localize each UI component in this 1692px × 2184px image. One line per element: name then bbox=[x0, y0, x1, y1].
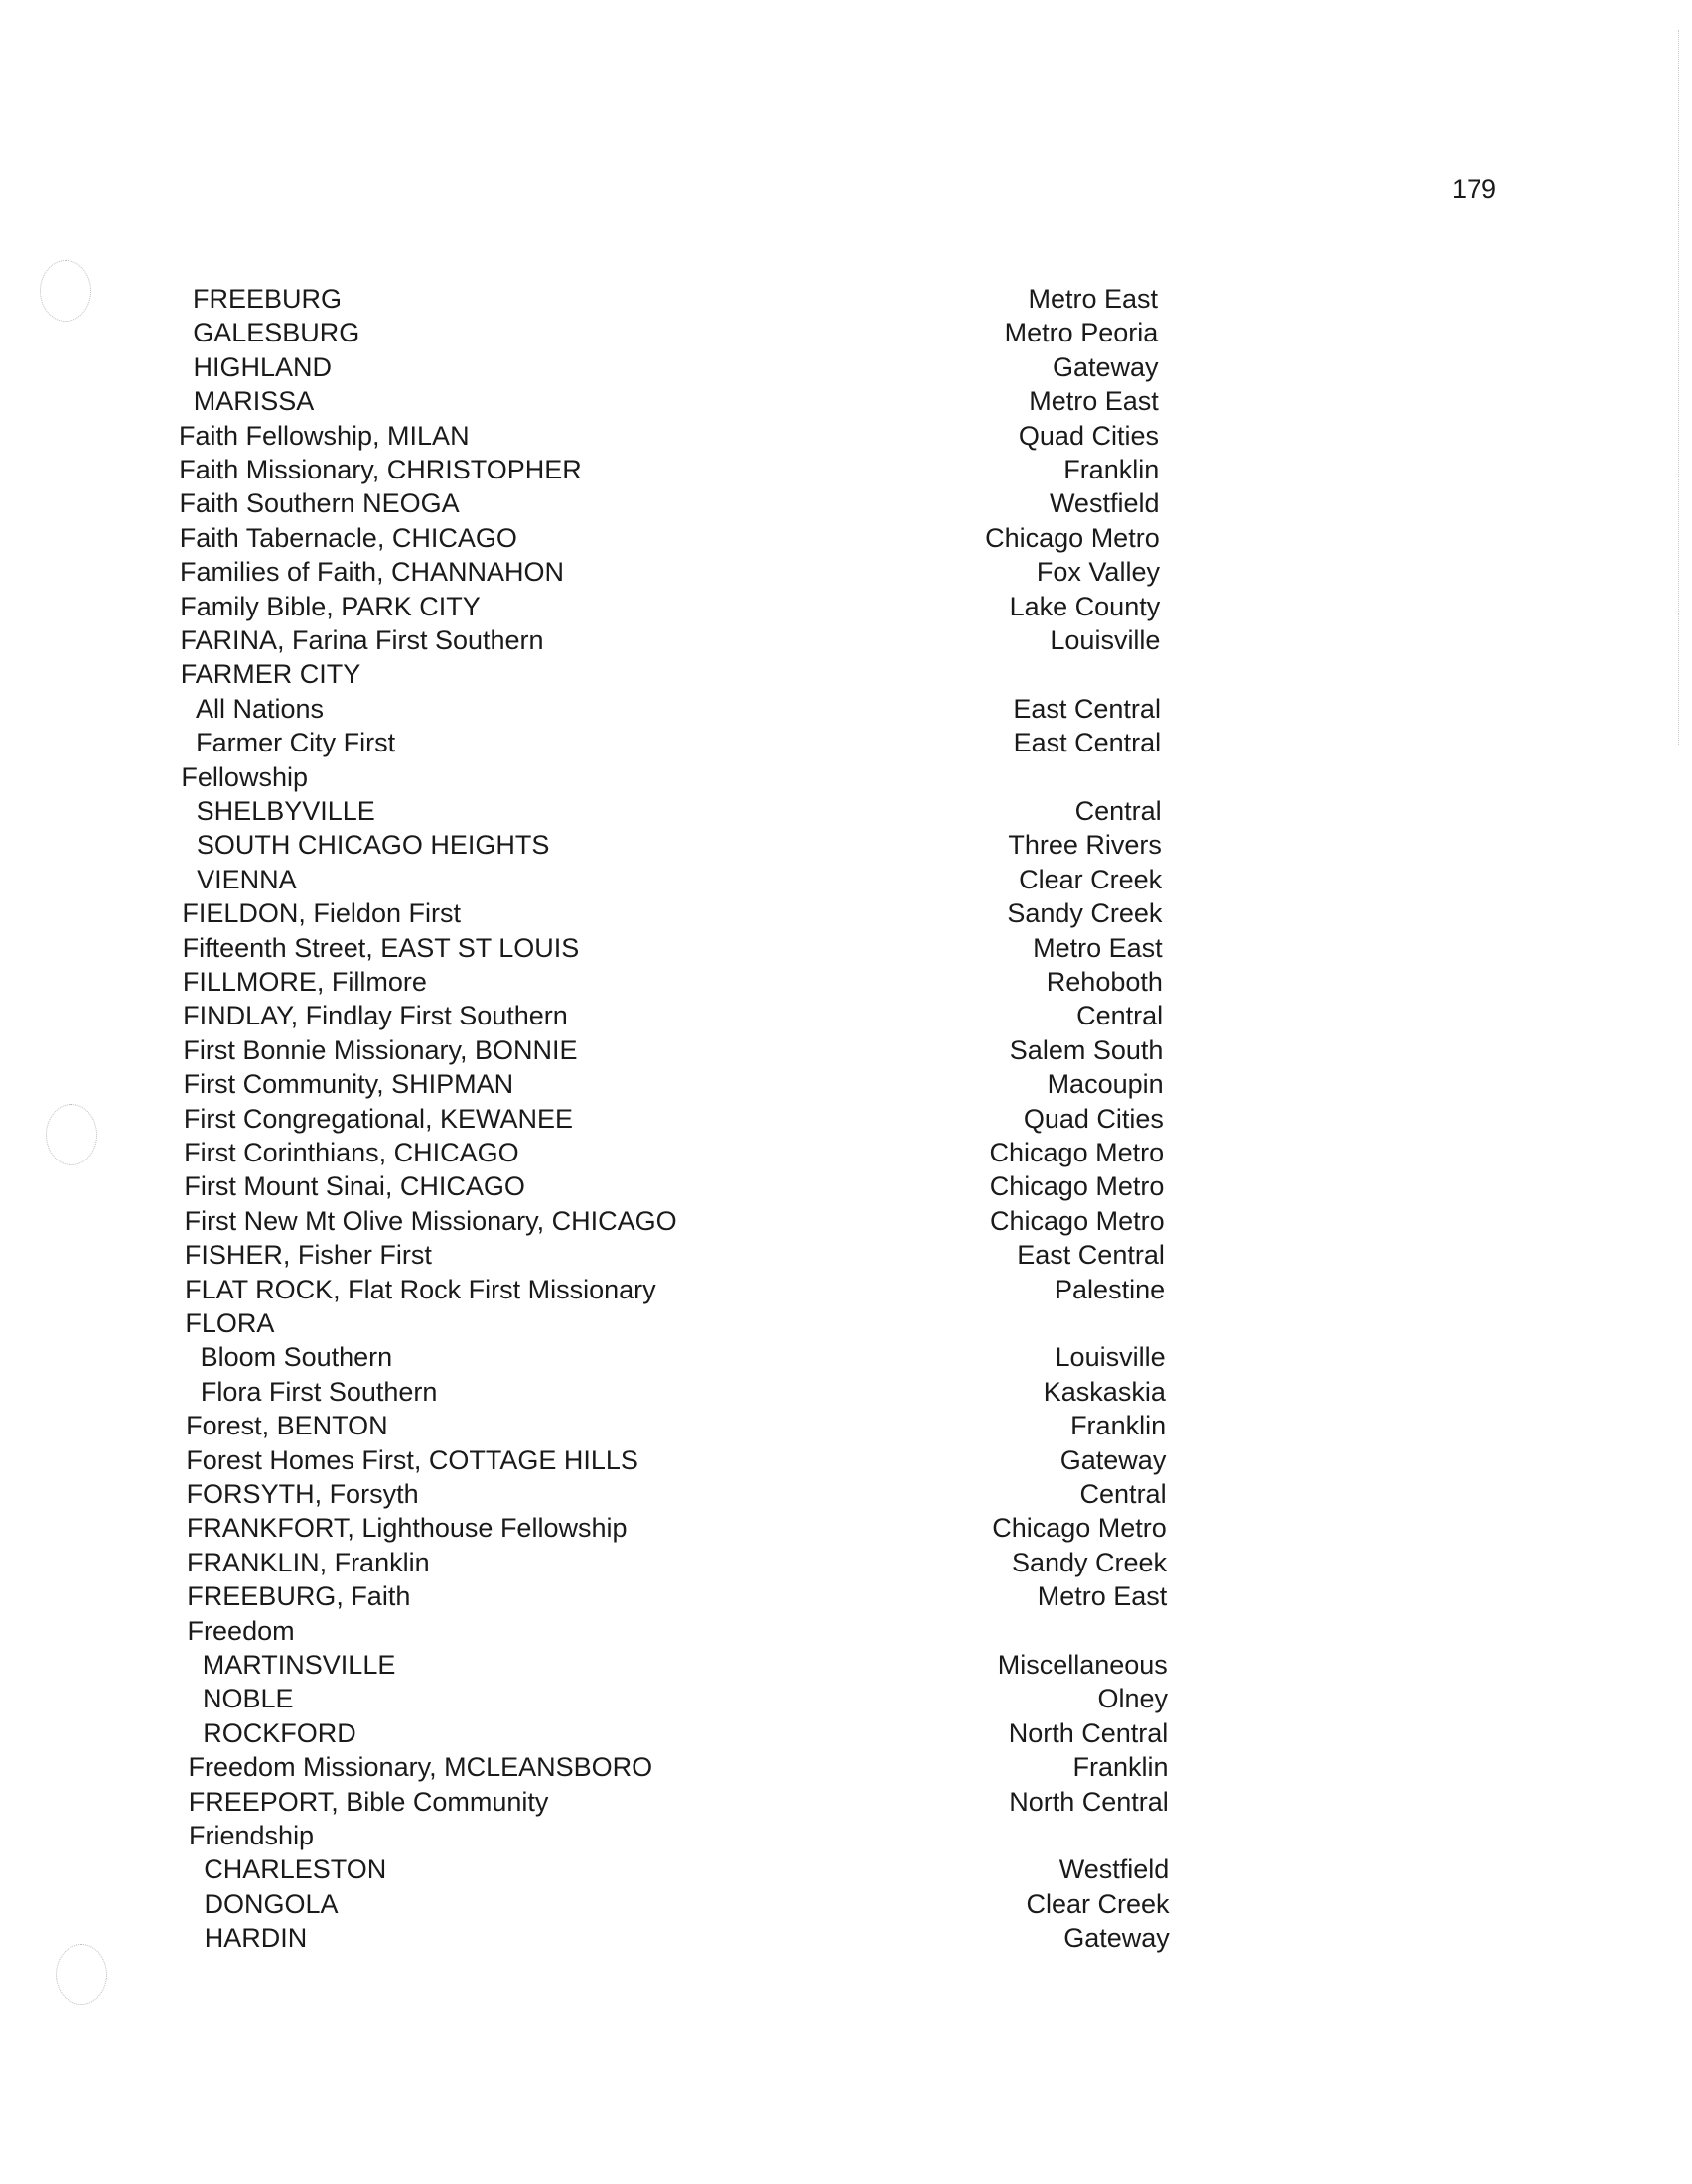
church-name: Families of Faith, CHANNAHON bbox=[179, 557, 565, 588]
association-name: North Central bbox=[1009, 1786, 1169, 1817]
list-item bbox=[0, 1546, 1692, 1580]
list-item bbox=[0, 1409, 1692, 1443]
list-item bbox=[0, 1136, 1692, 1170]
list-item bbox=[0, 1340, 1692, 1375]
list-item bbox=[0, 1204, 1692, 1239]
page-number: 179 bbox=[1452, 174, 1497, 204]
list-item bbox=[0, 623, 1692, 658]
church-name: Farmer City First bbox=[196, 728, 396, 758]
association-name: Metro East bbox=[1033, 932, 1163, 963]
church-name: FREEBURG, Faith bbox=[187, 1581, 411, 1612]
association-name: Clear Creek bbox=[1019, 864, 1163, 894]
list-item bbox=[0, 1921, 1692, 1956]
association-name: Franklin bbox=[1070, 1411, 1167, 1441]
list-item bbox=[0, 828, 1692, 863]
association-name: East Central bbox=[1013, 728, 1162, 758]
association-name: Louisville bbox=[1055, 1342, 1166, 1373]
association-name: Gateway bbox=[1052, 351, 1159, 382]
association-name: East Central bbox=[1017, 1240, 1165, 1271]
list-item bbox=[0, 863, 1692, 897]
association-name: Sandy Creek bbox=[1007, 898, 1163, 929]
list-item bbox=[0, 1819, 1692, 1853]
church-name: DONGOLA bbox=[204, 1888, 339, 1919]
church-name: Fifteenth Street, EAST ST LOUIS bbox=[182, 932, 580, 963]
church-name: HIGHLAND bbox=[193, 351, 333, 382]
association-name: Rehoboth bbox=[1046, 967, 1163, 997]
association-name: Quad Cities bbox=[1023, 1103, 1164, 1134]
church-name: Fellowship bbox=[181, 761, 308, 792]
church-name: SHELBYVILLE bbox=[196, 796, 375, 826]
church-name: FINDLAY, Findlay First Southern bbox=[183, 1001, 568, 1031]
association-name: Miscellaneous bbox=[997, 1650, 1168, 1680]
association-name: Chicago Metro bbox=[990, 1205, 1165, 1236]
list-item bbox=[0, 1238, 1692, 1273]
association-name: Chicago Metro bbox=[985, 522, 1160, 553]
church-name: Faith Tabernacle, CHICAGO bbox=[179, 522, 517, 553]
association-name: Sandy Creek bbox=[1011, 1547, 1168, 1577]
church-name: FORSYTH, Forsyth bbox=[186, 1479, 419, 1509]
association-name: Macoupin bbox=[1047, 1069, 1164, 1100]
list-item bbox=[0, 692, 1692, 727]
church-name: Faith Southern NEOGA bbox=[179, 488, 460, 519]
list-item bbox=[0, 1716, 1692, 1751]
association-name: Central bbox=[1074, 796, 1162, 826]
church-name: Bloom Southern bbox=[200, 1342, 393, 1373]
church-name: SOUTH CHICAGO HEIGHTS bbox=[196, 830, 550, 861]
church-name: Flora First Southern bbox=[200, 1376, 438, 1407]
list-item bbox=[0, 555, 1692, 590]
church-name: Faith Fellowship, MILAN bbox=[178, 420, 470, 451]
list-item bbox=[0, 1852, 1692, 1887]
church-name: FARMER CITY bbox=[180, 659, 361, 690]
list-item bbox=[0, 896, 1692, 931]
church-name: FISHER, Fisher First bbox=[184, 1240, 432, 1271]
church-name: Freedom bbox=[187, 1615, 295, 1646]
church-name: FREEBURG bbox=[193, 284, 343, 314]
association-name: Central bbox=[1076, 1001, 1164, 1031]
list-item bbox=[0, 965, 1692, 1000]
association-name: Lake County bbox=[1009, 591, 1161, 621]
list-item bbox=[0, 1443, 1692, 1478]
church-name: All Nations bbox=[195, 693, 324, 724]
church-name: Friendship bbox=[189, 1821, 315, 1850]
church-name: Forest, BENTON bbox=[186, 1411, 388, 1441]
association-name: Franklin bbox=[1072, 1752, 1169, 1783]
list-item bbox=[0, 1648, 1692, 1683]
association-name: Westfield bbox=[1058, 1854, 1170, 1885]
church-name: Freedom Missionary, MCLEANSBORO bbox=[188, 1752, 653, 1783]
church-name: FLORA bbox=[185, 1308, 275, 1338]
church-name: GALESBURG bbox=[193, 318, 360, 348]
church-name: First Bonnie Missionary, BONNIE bbox=[183, 1034, 578, 1065]
list-item bbox=[0, 1750, 1692, 1785]
list-item bbox=[0, 1067, 1692, 1102]
church-name: CHARLESTON bbox=[204, 1854, 387, 1885]
association-name: Palestine bbox=[1055, 1274, 1166, 1304]
church-name: HARDIN bbox=[204, 1923, 308, 1954]
association-name: Chicago Metro bbox=[989, 1138, 1165, 1167]
church-name: FREEPORT, Bible Community bbox=[188, 1786, 549, 1817]
list-item bbox=[0, 1682, 1692, 1716]
association-name: Metro Peoria bbox=[1004, 318, 1159, 348]
list-item bbox=[0, 590, 1692, 624]
list-item bbox=[0, 1785, 1692, 1820]
association-name: Quad Cities bbox=[1018, 420, 1159, 451]
church-name: First Mount Sinai, CHICAGO bbox=[184, 1171, 525, 1202]
church-name: Forest Homes First, COTTAGE HILLS bbox=[186, 1444, 638, 1475]
list-item bbox=[0, 453, 1692, 487]
list-item bbox=[0, 1375, 1692, 1410]
list-item bbox=[0, 316, 1692, 350]
list-item bbox=[0, 419, 1692, 454]
list-item bbox=[0, 384, 1692, 419]
association-name: Franklin bbox=[1063, 455, 1160, 484]
church-name: FRANKLIN, Franklin bbox=[187, 1547, 430, 1577]
list-item bbox=[0, 794, 1692, 829]
association-name: Central bbox=[1079, 1479, 1167, 1509]
list-item bbox=[0, 999, 1692, 1033]
association-name: East Central bbox=[1013, 693, 1161, 724]
list-item bbox=[0, 1477, 1692, 1512]
association-name: North Central bbox=[1008, 1717, 1169, 1748]
association-name: Westfield bbox=[1049, 488, 1160, 519]
list-item bbox=[0, 350, 1692, 385]
list-item bbox=[0, 1579, 1692, 1614]
association-name: Salem South bbox=[1009, 1034, 1164, 1065]
association-name: Chicago Metro bbox=[989, 1171, 1165, 1202]
list-item bbox=[0, 657, 1692, 692]
church-name: MARISSA bbox=[193, 386, 315, 417]
church-name: First Community, SHIPMAN bbox=[183, 1069, 514, 1100]
association-name: Olney bbox=[1097, 1684, 1169, 1714]
list-item bbox=[0, 931, 1692, 966]
church-name: First Corinthians, CHICAGO bbox=[184, 1138, 519, 1167]
church-name: NOBLE bbox=[203, 1684, 294, 1714]
association-name: Chicago Metro bbox=[992, 1513, 1167, 1544]
list-item bbox=[0, 1273, 1692, 1307]
list-item bbox=[0, 1887, 1692, 1922]
church-name: MARTINSVILLE bbox=[202, 1650, 396, 1680]
list-item bbox=[0, 1306, 1692, 1341]
list-item bbox=[0, 1511, 1692, 1546]
association-name: Gateway bbox=[1063, 1923, 1170, 1954]
association-name: Gateway bbox=[1059, 1444, 1167, 1475]
list-item bbox=[0, 1033, 1692, 1068]
list-item bbox=[0, 282, 1692, 317]
list-item bbox=[0, 1169, 1692, 1204]
list-item bbox=[0, 521, 1692, 556]
church-name: FRANKFORT, Lighthouse Fellowship bbox=[186, 1513, 628, 1544]
association-name: Metro East bbox=[1028, 284, 1158, 314]
church-name: First New Mt Olive Missionary, CHICAGO bbox=[184, 1205, 677, 1236]
church-name: Family Bible, PARK CITY bbox=[180, 591, 481, 621]
association-name: Metro East bbox=[1037, 1581, 1168, 1612]
church-name: FILLMORE, Fillmore bbox=[182, 967, 427, 997]
church-name: First Congregational, KEWANEE bbox=[183, 1103, 574, 1134]
church-name: ROCKFORD bbox=[203, 1717, 356, 1748]
list-item bbox=[0, 486, 1692, 521]
list-item bbox=[0, 726, 1692, 760]
association-name: Metro East bbox=[1029, 386, 1159, 417]
association-name: Fox Valley bbox=[1036, 557, 1160, 588]
association-name: Clear Creek bbox=[1026, 1888, 1170, 1919]
association-name: Kaskaskia bbox=[1043, 1376, 1166, 1407]
church-name: FARINA, Farina First Southern bbox=[180, 625, 544, 655]
church-name: Faith Missionary, CHRISTOPHER bbox=[179, 455, 582, 484]
association-name: Louisville bbox=[1050, 625, 1161, 655]
list-item bbox=[0, 1102, 1692, 1137]
church-name: FLAT ROCK, Flat Rock First Missionary bbox=[185, 1274, 656, 1304]
church-name: VIENNA bbox=[197, 864, 297, 894]
list-item bbox=[0, 760, 1692, 795]
church-name: FIELDON, Fieldon First bbox=[182, 898, 461, 929]
association-name: Three Rivers bbox=[1008, 830, 1162, 861]
list-item bbox=[0, 1614, 1692, 1649]
